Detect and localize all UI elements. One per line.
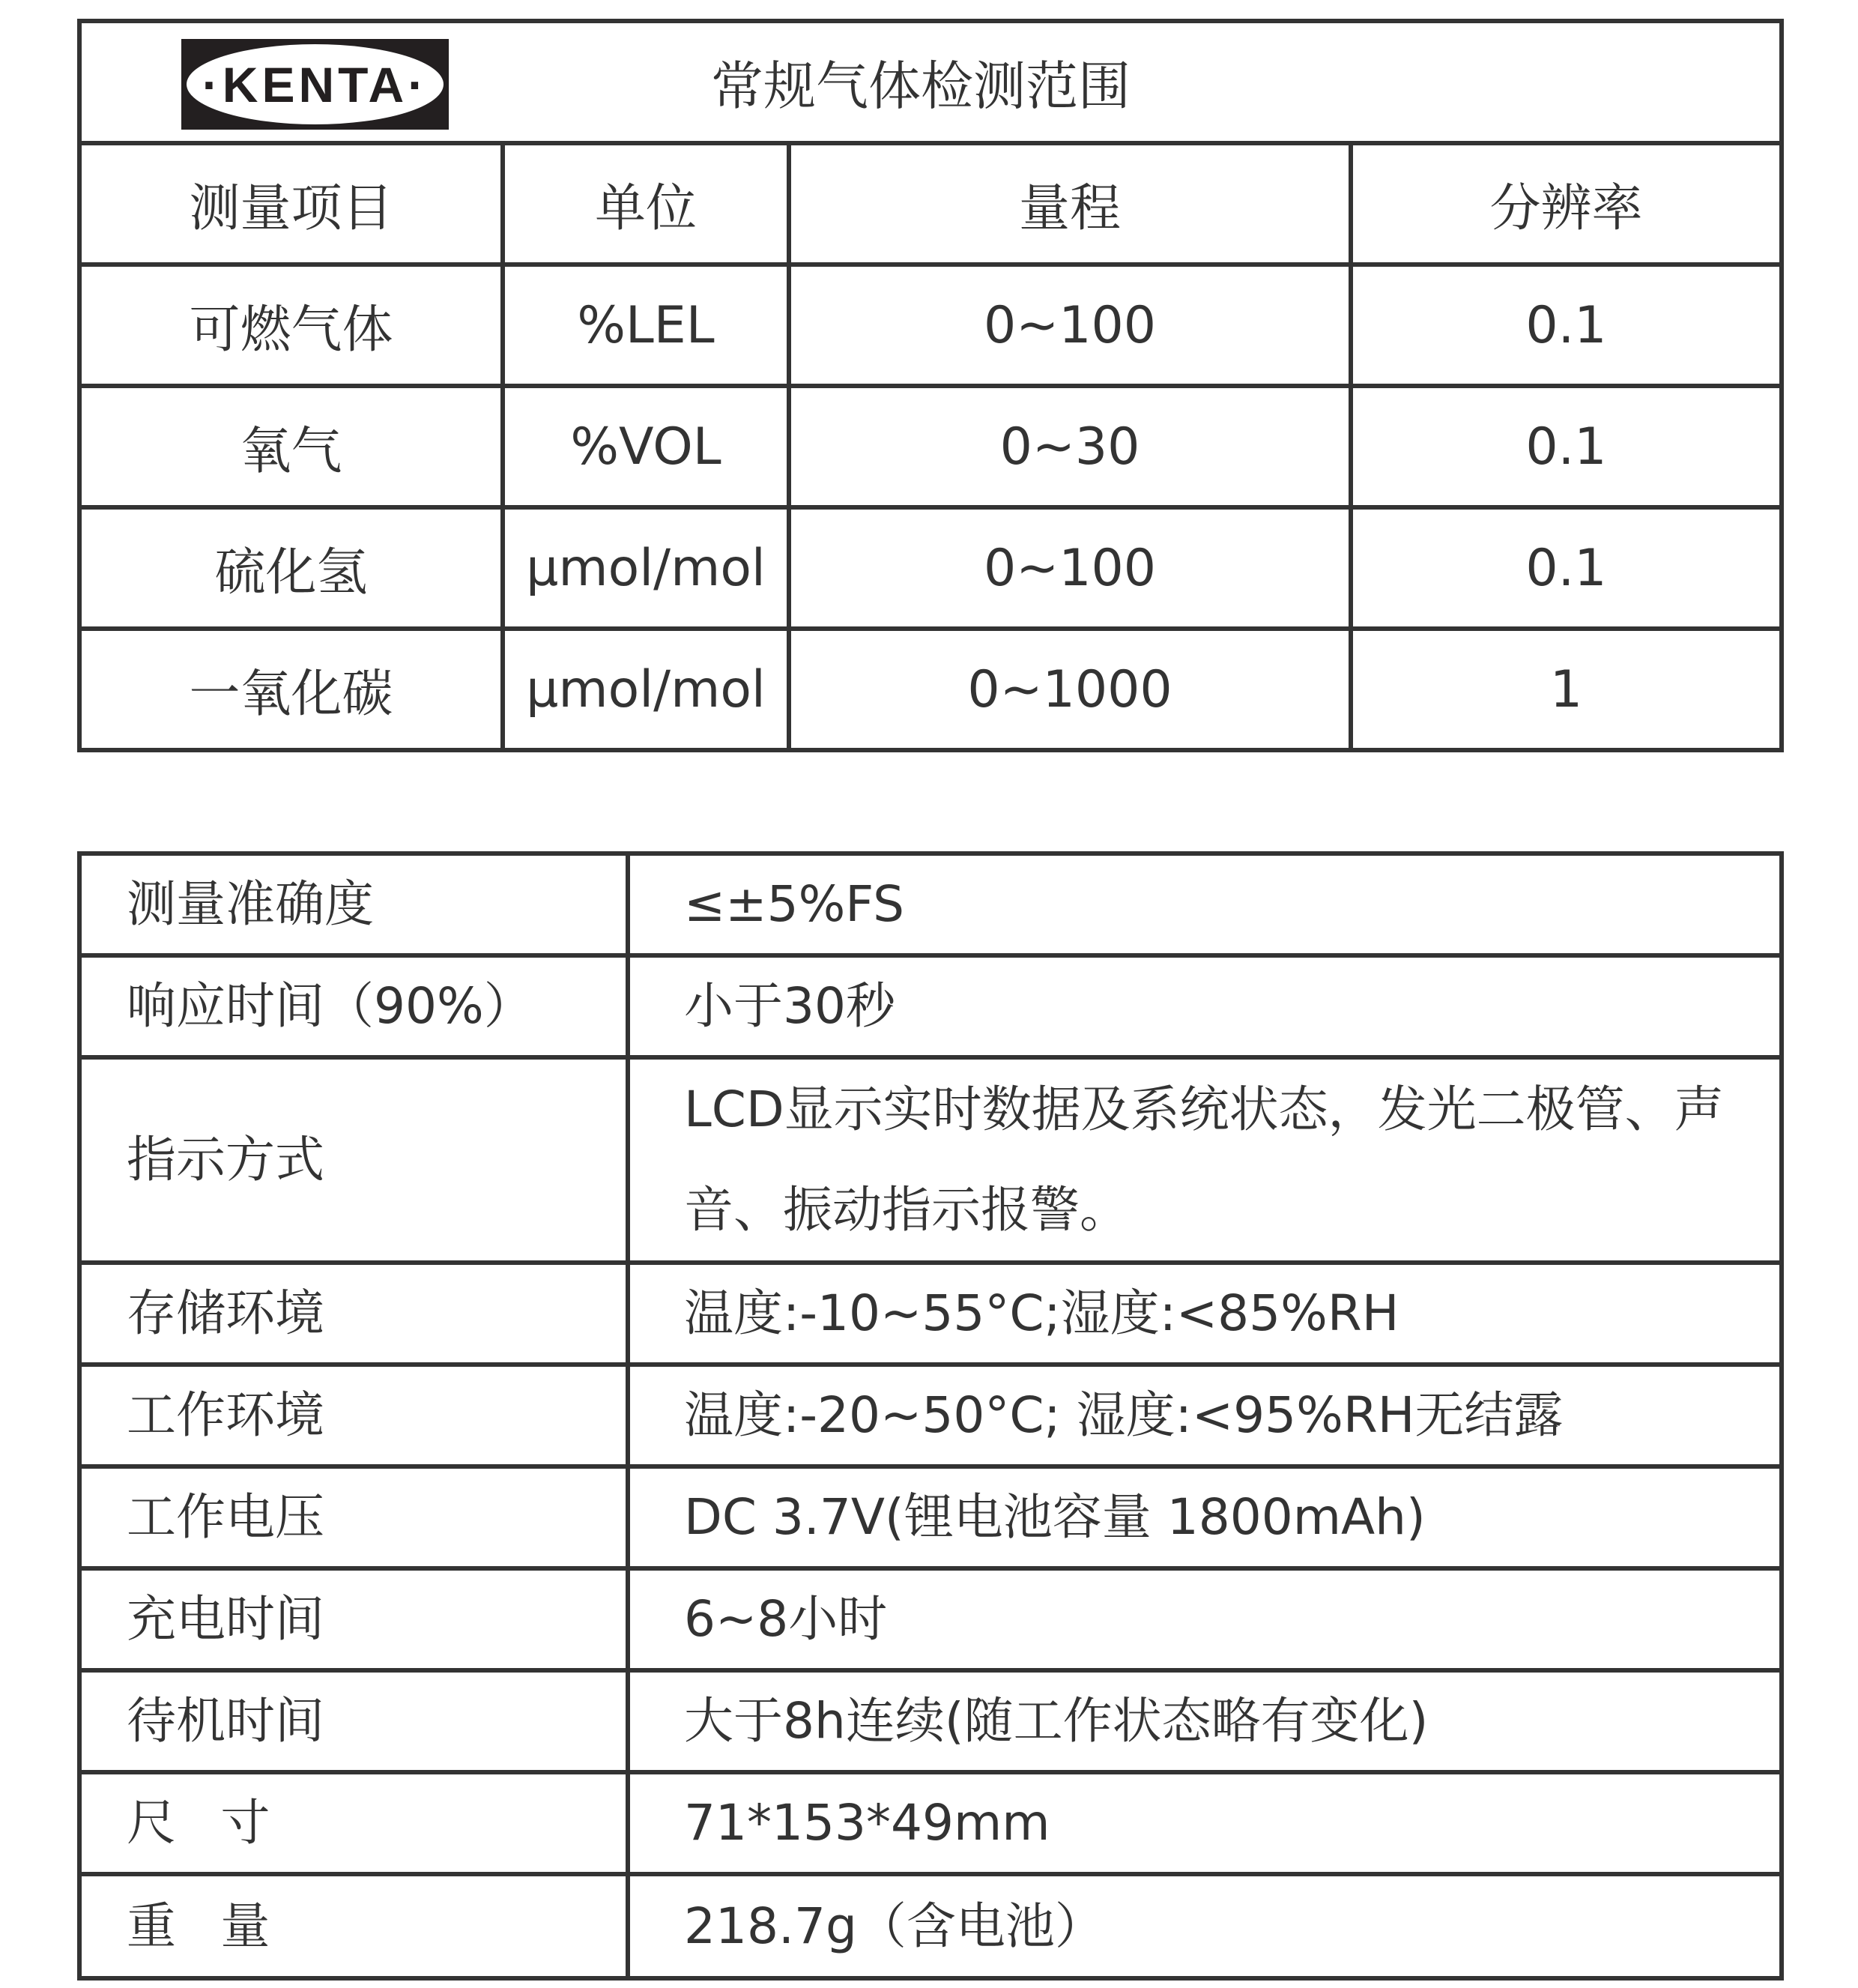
header-row <box>79 143 1782 265</box>
cell-item: 氧气 <box>79 386 503 507</box>
table-row <box>79 1772 1782 1874</box>
table-row <box>79 1568 1782 1670</box>
spec-value: 71*153*49mm <box>628 1772 1782 1874</box>
spec-value: 温度:-10~55°C;湿度:<85%RH <box>628 1263 1782 1365</box>
table-title-row <box>79 21 1782 143</box>
spec-value: 大于8h连续(随工作状态略有变化) <box>628 1670 1782 1772</box>
spec-value: LCD显示实时数据及系统状态，发光二极管、声音、振动指示报警。 <box>628 1057 1782 1263</box>
spec-table <box>77 851 1784 1981</box>
spec-value: 218.7g（含电池） <box>628 1874 1782 1978</box>
header-unit: 单位 <box>503 143 789 265</box>
table-row <box>79 507 1782 629</box>
spec-label: 工作电压 <box>79 1466 628 1568</box>
table-row <box>79 629 1782 750</box>
cell-range: 0~100 <box>789 507 1351 629</box>
cell-resolution: 1 <box>1351 629 1782 750</box>
table-title-cell <box>79 21 1782 143</box>
table-row <box>79 1263 1782 1365</box>
cell-unit: µmol/mol <box>503 629 789 750</box>
table-row <box>79 1365 1782 1466</box>
kenta-logo-text: ·KENTA· <box>187 44 444 124</box>
spec-label: 响应时间（90%） <box>79 955 628 1057</box>
spec-label: 指示方式 <box>79 1057 628 1263</box>
header-range: 量程 <box>789 143 1351 265</box>
spec-value: 温度:-20~50°C; 湿度:<95%RH无结露 <box>628 1365 1782 1466</box>
gas-range-table <box>77 19 1784 752</box>
spec-label: 尺寸 <box>79 1772 628 1874</box>
spec-label: 充电时间 <box>79 1568 628 1670</box>
cell-unit: %LEL <box>503 265 789 386</box>
cell-range: 0~100 <box>789 265 1351 386</box>
spec-label: 测量准确度 <box>79 853 628 955</box>
spec-label: 工作环境 <box>79 1365 628 1466</box>
table-row <box>79 1670 1782 1772</box>
table-row <box>79 853 1782 955</box>
table-row <box>79 1057 1782 1263</box>
kenta-logo <box>181 39 449 130</box>
cell-resolution: 0.1 <box>1351 265 1782 386</box>
spec-label: 待机时间 <box>79 1670 628 1772</box>
cell-item: 一氧化碳 <box>79 629 503 750</box>
cell-unit: %VOL <box>503 386 789 507</box>
cell-item: 硫化氢 <box>79 507 503 629</box>
header-resolution: 分辨率 <box>1351 143 1782 265</box>
cell-resolution: 0.1 <box>1351 386 1782 507</box>
table-row <box>79 386 1782 507</box>
spec-value: 小于30秒 <box>628 955 1782 1057</box>
cell-item: 可燃气体 <box>79 265 503 386</box>
table-title: 常规气体检测范围 <box>711 55 1131 117</box>
table-row <box>79 1466 1782 1568</box>
table-row <box>79 265 1782 386</box>
table-row <box>79 955 1782 1057</box>
table-row <box>79 1874 1782 1978</box>
cell-range: 0~1000 <box>789 629 1351 750</box>
cell-unit: µmol/mol <box>503 507 789 629</box>
spec-label: 重量 <box>79 1874 628 1978</box>
spec-value: DC 3.7V(锂电池容量 1800mAh) <box>628 1466 1782 1568</box>
spec-label: 存储环境 <box>79 1263 628 1365</box>
cell-resolution: 0.1 <box>1351 507 1782 629</box>
spec-value: ≤±5%FS <box>628 853 1782 955</box>
spec-value: 6~8小时 <box>628 1568 1782 1670</box>
header-item: 测量项目 <box>79 143 503 265</box>
cell-range: 0~30 <box>789 386 1351 507</box>
